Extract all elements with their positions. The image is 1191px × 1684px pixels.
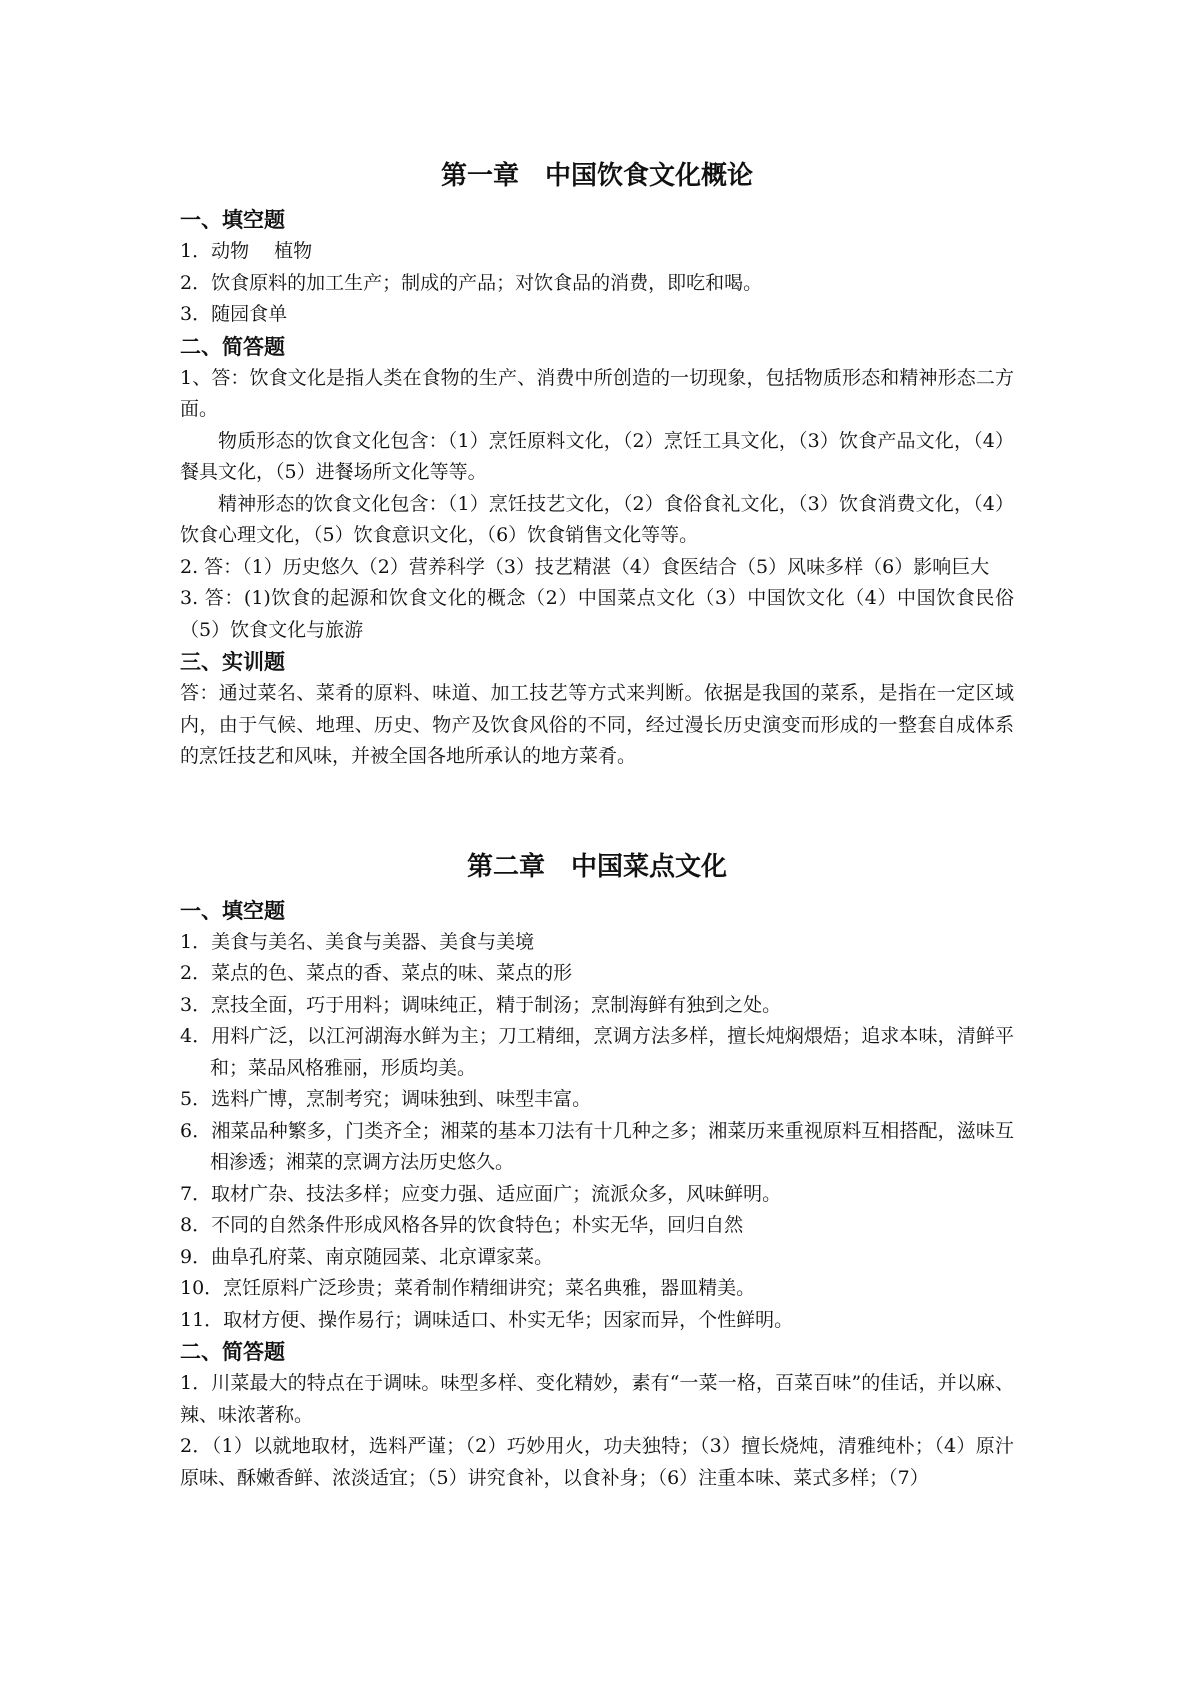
chapter-2-fill-in-item: 8．不同的自然条件形成风格各异的饮食特色；朴实无华，回归自然 (180, 1214, 744, 1236)
chapter-2-fill-in-item: 11．取材方便、操作易行；调味适口、朴实无华；因家而异，个性鲜明。 (180, 1308, 794, 1331)
chapter-1-answer-paragraph: 2. 答：（1）历史悠久（2）营养科学（3）技艺精湛（4）食医结合（5）风味多样（6）影响巨大 (180, 555, 990, 578)
chapter-2-answer-paragraph: 2．（1）以就地取材，选料严谨；（2）巧妙用火，功夫独特；（3）擅长烧炖，清雅纯朴；（4）原汁原味、酥嫩香鲜、浓淡适宜；（5）讲究食补，以食补身；（6）注重本味、菜式多样；（7） (180, 1435, 1014, 1489)
chapter-2-short-answer-heading: 二、简答题 (180, 1340, 285, 1364)
chapter-2 (180, 841, 1014, 1495)
chapter-2-fill-in-item: 5．选料广博，烹制考究；调味独到、味型丰富。 (180, 1088, 592, 1110)
chapter-1-answer-paragraph: 精神形态的饮食文化包含：（1）烹饪技艺文化，（2）食俗食礼文化，（3）饮食消费文化，（4）饮食心理文化，（5）饮食意识文化，（6）饮食销售文化等等。 (180, 492, 1014, 546)
chapter-2-fill-in-heading: 一、填空题 (180, 898, 285, 923)
chapter-2-fill-in-item: 3．烹技全面，巧于用料；调味纯正，精于制汤；烹制海鲜有独到之处。 (180, 993, 782, 1016)
chapter-2-fill-in-item: 6．湘菜品种繁多，门类齐全；湘菜的基本刀法有十几种之多；湘菜历来重视原料互相搭配，滋味互相渗透；湘菜的烹调方法历史悠久。 (180, 1119, 1014, 1173)
chapter-1 (180, 150, 1014, 773)
chapter-2-fill-in-item: 7．取材广杂、技法多样；应变力强、适应面广；流派众多，风味鲜明。 (180, 1182, 782, 1205)
chapter-2-fill-in-item: 9．曲阜孔府菜、南京随园菜、北京谭家菜。 (180, 1245, 554, 1268)
chapter-2-fill-in-item: 10．烹饪原料广泛珍贵；菜肴制作精细讲究；菜名典雅，器皿精美。 (180, 1277, 756, 1299)
chapter-1-fill-in-item: 1．动物 植物 (180, 240, 313, 262)
chapter-1-fill-in-heading: 一、填空题 (180, 208, 285, 232)
chapter-2-title: 第二章 中国菜点文化 (466, 851, 727, 882)
chapter-2-fill-in-item: 1．美食与美名、美食与美器、美食与美境 (180, 930, 535, 953)
chapter-1-short-answer-heading: 二、简答题 (180, 334, 285, 359)
chapter-2-answer-paragraph: 1．川菜最大的特点在于调味。味型多样、变化精妙，素有“一菜一格，百菜百味”的佳话，并以麻、辣、味浓著称。 (180, 1372, 1014, 1426)
chapter-1-fill-in-item: 2．饮食原料的加工生产；制成的产品；对饮食品的消费，即吃和喝。 (180, 271, 763, 294)
chapter-1-title: 第一章 中国饮食文化概论 (440, 161, 753, 191)
document-page (180, 150, 1014, 1494)
chapter-2-fill-in-item: 2．菜点的色、菜点的香、菜点的味、菜点的形 (180, 962, 573, 984)
chapter-1-answer-paragraph: 物质形态的饮食文化包含：（1）烹饪原料文化，（2）烹饪工具文化，（3）饮食产品文化，（4）餐具文化，（5）进餐场所文化等等。 (180, 429, 1014, 483)
chapter-1-practice-paragraph: 答：通过菜名、菜肴的原料、味道、加工技艺等方式来判断。依据是我国的菜系，是指在一定区域内，由于气候、地理、历史、物产及饮食风俗的不同，经过漫长历史演变而形成的一整套自成体系的烹饪技艺和风味，并被全国各地所承认的地方菜肴。 (180, 682, 1014, 767)
chapter-1-practice-heading: 三、实训题 (180, 650, 285, 674)
chapter-1-answer-paragraph: 3. 答：(1)饮食的起源和饮食文化的概念（2）中国菜点文化（3）中国饮文化（4）中国饮食民俗（5）饮食文化与旅游 (180, 587, 1014, 641)
chapter-2-fill-in-item: 4．用料广泛，以江河湖海水鲜为主；刀工精细，烹调方法多样，擅长炖焖煨焐；追求本味，清鲜平和；菜品风格雅丽，形质均美。 (180, 1025, 1014, 1079)
chapter-1-fill-in-item: 3．随园食单 (180, 303, 288, 325)
chapter-1-answer-paragraph: 1、答：饮食文化是指人类在食物的生产、消费中所创造的一切现象，包括物质形态和精神形态二方面。 (180, 366, 1014, 420)
